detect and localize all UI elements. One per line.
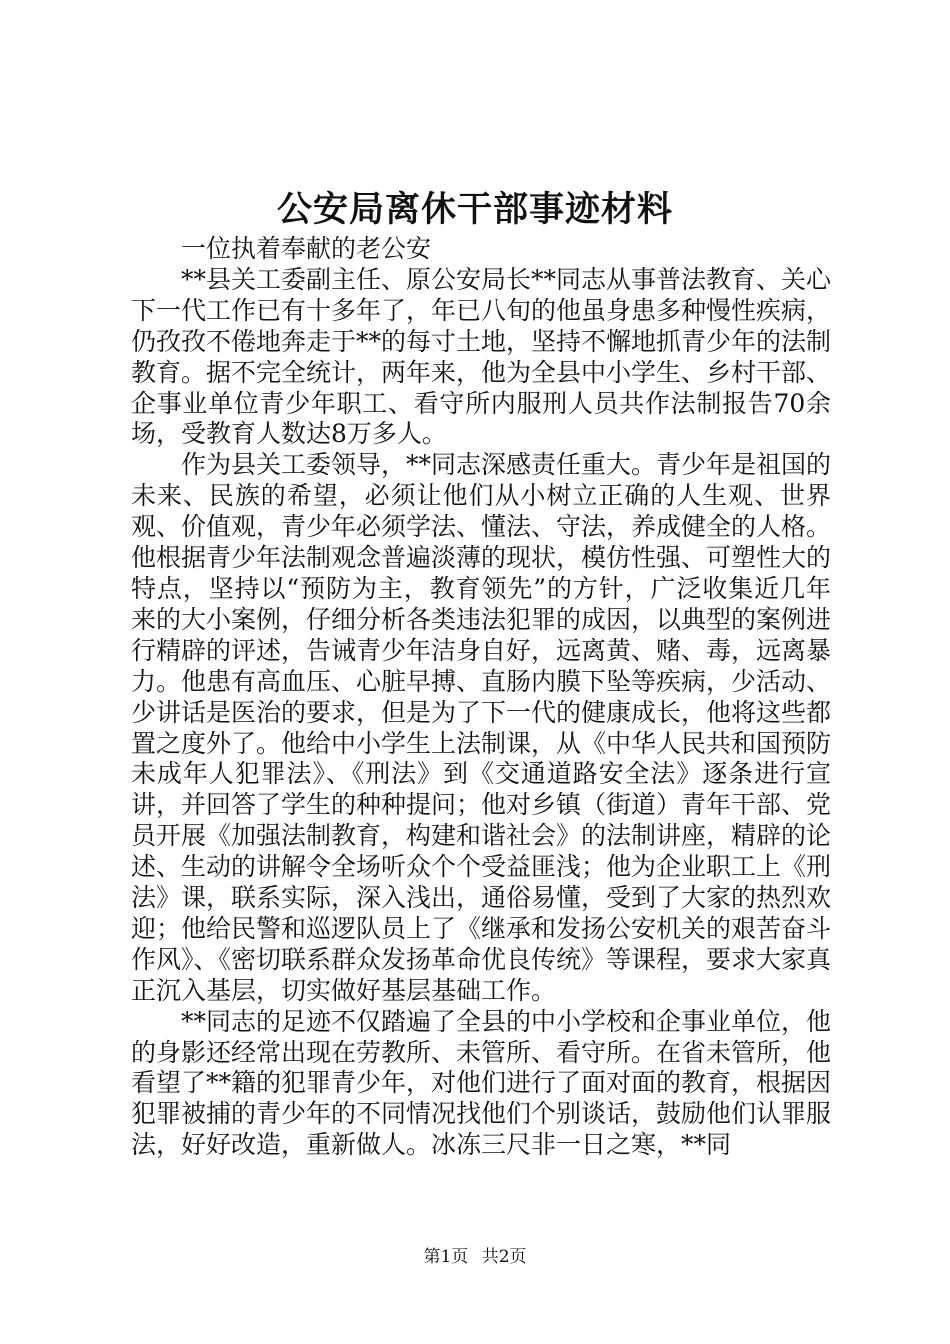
body-paragraph: 作为县关工委领导，**同志深感责任重大。青少年是祖国的未来、民族的希望，必须让他们从小树立正确的人生观、世界观、价值观，青少年必须学法、懂法、守法，养成健全的人格。他根据青少年法制观念普遍淡薄的现状，模仿性强、可塑性大的特点，坚持以“预防为主，教育领先”的方针，广泛收集近几年来的大小案例，仔细分析各类违法犯罪的成因，以典型的案例进行精辟的评述，告诫青少年洁身自好，远离黄、赌、毒，远离暴力。他患有高血压、心脏早搏、直肠内膜下坠等疾病，少活动、少讲话是医治的要求，但是为了下一代的健康成长，他将这些都置之度外了。他给中小学生上法制课，从《中华人民共和国预防未成年人犯罪法》、《刑法》到《交通道路安全法》逐条进行宣讲，并回答了学生的种种提问；他对乡镇（街道）青年干部、党员开展《加强法制教育，构建和谐社会》的法制讲座，精辟的论述、生动的讲解令全场听众个个受益匪浅；他为企业职工上《刑法》课，联系实际，深入浅出，通俗易懂，受到了大家的热烈欢迎；他给民警和巡逻队员上了《继承和发扬公安机关的艰苦奋斗作风》、《密切联系群众发扬革命优良传统》等课程，要求大家真正沉入基层，切实做好基层基础工作。: [131, 450, 832, 1005]
page-number: 第1页: [423, 1247, 469, 1267]
page-total: 共2页: [481, 1247, 527, 1267]
page-footer: [0, 1244, 950, 1270]
body-paragraph: **县关工委副主任、原公安局长**同志从事普法教育、关心下一代工作已有十多年了，年已八旬的他虽身患多种慢性疾病，仍孜孜不倦地奔走于**的每寸土地，坚持不懈地抓青少年的法制教育。据不完全统计，两年来，他为全县中小学生、乡村干部、企事业单位青少年职工、看守所内服刑人员共作法制报告70余场，受教育人数达8万多人。: [131, 264, 832, 449]
document-title: 公安局离休干部事迹材料: [276, 189, 673, 230]
body-paragraph: **同志的足迹不仅踏遍了全县的中小学校和企事业单位，他的身影还经常出现在劳教所、未管所、看守所。在省未管所，他看望了**籍的犯罪青少年，对他们进行了面对面的教育，根据因犯罪被捕的青少年的不同情况找他们个别谈话，鼓励他们认罪服法，好好改造，重新做人。冰冻三尺非一日之寒，**同: [131, 1006, 832, 1160]
document-body: [131, 234, 831, 1161]
subtitle-paragraph: 一位执着奉献的老公安: [181, 234, 432, 263]
